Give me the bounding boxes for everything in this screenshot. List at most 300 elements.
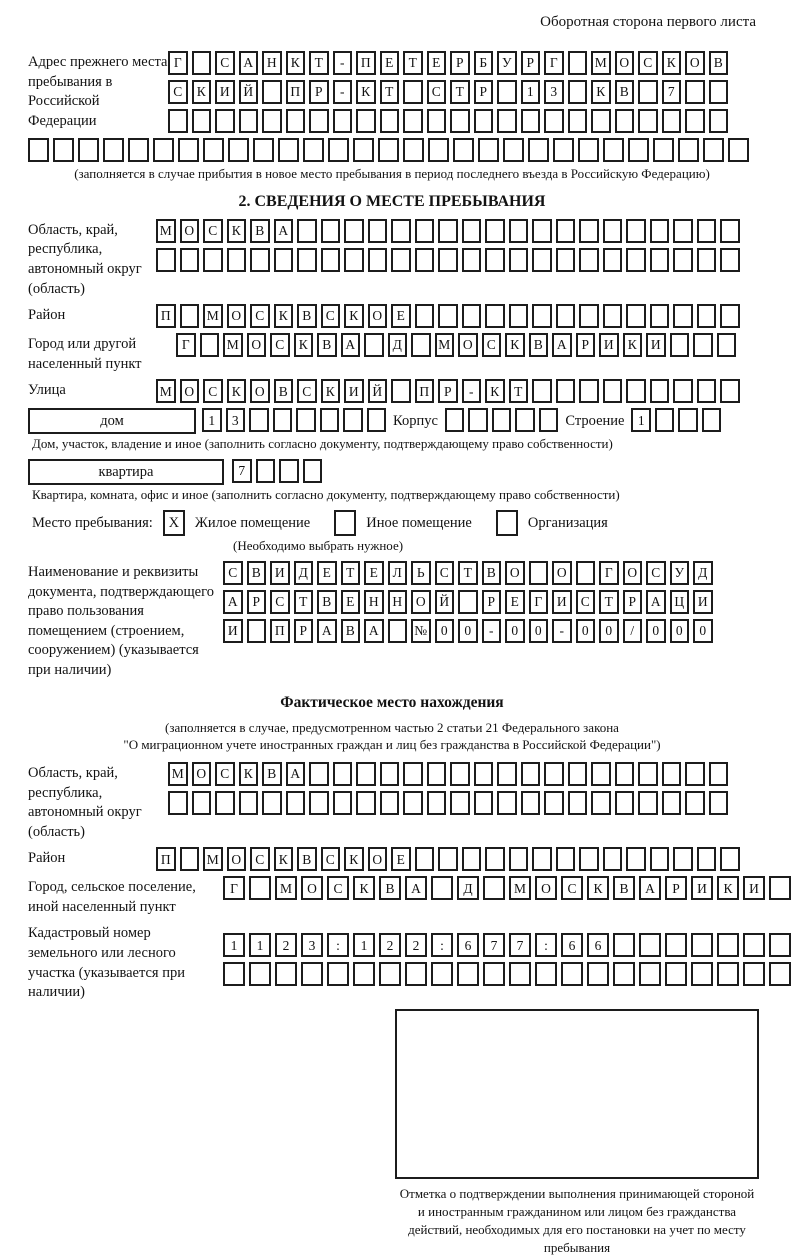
char-box: Р bbox=[623, 590, 643, 614]
char-box: М bbox=[435, 333, 455, 357]
char-box bbox=[579, 304, 599, 328]
apartment-block bbox=[28, 459, 756, 485]
char-box: 2 bbox=[275, 933, 297, 957]
char-box: 6 bbox=[457, 933, 479, 957]
char-box bbox=[333, 762, 353, 786]
char-box: И bbox=[215, 80, 235, 104]
char-box bbox=[180, 248, 200, 272]
char-box bbox=[353, 138, 374, 162]
apartment-box-label: квартира bbox=[28, 459, 224, 485]
char-box: А bbox=[239, 51, 259, 75]
char-box: А bbox=[646, 590, 666, 614]
char-box: М bbox=[156, 379, 176, 403]
cadastral-block bbox=[28, 922, 756, 1002]
char-box: Р bbox=[521, 51, 541, 75]
char-box bbox=[309, 109, 329, 133]
char-box bbox=[662, 109, 682, 133]
char-box bbox=[483, 962, 505, 986]
char-box bbox=[521, 762, 541, 786]
actual-location-title: Фактическое место нахождения bbox=[280, 694, 504, 712]
char-box: П bbox=[156, 847, 176, 871]
char-box: 7 bbox=[483, 933, 505, 957]
char-box: Т bbox=[403, 51, 423, 75]
char-box bbox=[603, 248, 623, 272]
char-box bbox=[685, 109, 705, 133]
char-box bbox=[709, 762, 729, 786]
char-box bbox=[431, 876, 453, 900]
char-box bbox=[702, 408, 722, 432]
char-box bbox=[576, 561, 596, 585]
char-box bbox=[485, 219, 505, 243]
char-box: Р bbox=[665, 876, 687, 900]
char-box: 3 bbox=[544, 80, 564, 104]
char-box: С bbox=[561, 876, 583, 900]
char-box: К bbox=[321, 379, 341, 403]
char-box: С bbox=[482, 333, 502, 357]
char-box: Р bbox=[474, 80, 494, 104]
char-box bbox=[556, 847, 576, 871]
char-box: К bbox=[356, 80, 376, 104]
char-box: 0 bbox=[599, 619, 619, 643]
char-box bbox=[278, 138, 299, 162]
char-box-row bbox=[223, 590, 713, 614]
char-box: 7 bbox=[232, 459, 252, 483]
char-box bbox=[309, 762, 329, 786]
region-rows bbox=[156, 219, 740, 272]
char-box bbox=[333, 109, 353, 133]
char-box: Т bbox=[458, 561, 478, 585]
char-box bbox=[613, 962, 635, 986]
char-box-row bbox=[223, 561, 713, 585]
char-box bbox=[556, 379, 576, 403]
char-box bbox=[497, 762, 517, 786]
char-box: - bbox=[333, 80, 353, 104]
char-box bbox=[532, 248, 552, 272]
char-box: С bbox=[297, 379, 317, 403]
char-box bbox=[697, 248, 717, 272]
char-box: П bbox=[156, 304, 176, 328]
char-box: Б bbox=[474, 51, 494, 75]
char-box: 3 bbox=[301, 933, 323, 957]
char-box bbox=[603, 379, 623, 403]
char-box bbox=[685, 762, 705, 786]
char-box: П bbox=[356, 51, 376, 75]
char-box: В bbox=[262, 762, 282, 786]
char-box bbox=[462, 304, 482, 328]
char-box: 0 bbox=[505, 619, 525, 643]
char-box: С bbox=[250, 304, 270, 328]
stay-type-option-residential: Жилое помещение bbox=[194, 514, 311, 531]
char-box: О bbox=[250, 379, 270, 403]
char-box bbox=[378, 138, 399, 162]
section2-title: 2. СВЕДЕНИЯ О МЕСТЕ ПРЕБЫВАНИЯ bbox=[238, 192, 546, 210]
char-box: В bbox=[317, 333, 337, 357]
region-block bbox=[28, 219, 756, 299]
char-box: Л bbox=[388, 561, 408, 585]
char-box: Г bbox=[544, 51, 564, 75]
char-box bbox=[568, 51, 588, 75]
actual-district-block bbox=[28, 847, 756, 871]
char-box bbox=[474, 762, 494, 786]
char-box: 6 bbox=[561, 933, 583, 957]
char-box bbox=[717, 962, 739, 986]
char-box: В bbox=[615, 80, 635, 104]
char-box: Т bbox=[309, 51, 329, 75]
char-box: Т bbox=[294, 590, 314, 614]
char-box: К bbox=[485, 379, 505, 403]
char-box bbox=[333, 791, 353, 815]
char-box bbox=[353, 962, 375, 986]
char-box: Д bbox=[388, 333, 408, 357]
char-box bbox=[438, 304, 458, 328]
char-box: 3 bbox=[226, 408, 246, 432]
char-box bbox=[673, 304, 693, 328]
char-box bbox=[457, 962, 479, 986]
char-box bbox=[509, 962, 531, 986]
char-box bbox=[468, 408, 488, 432]
house-box-label: дом bbox=[28, 408, 196, 434]
char-box-row bbox=[168, 51, 728, 75]
char-box: Р bbox=[450, 51, 470, 75]
char-box: В bbox=[709, 51, 729, 75]
char-box: О bbox=[301, 876, 323, 900]
char-box: 1 bbox=[521, 80, 541, 104]
char-box bbox=[553, 138, 574, 162]
char-box bbox=[453, 138, 474, 162]
char-box bbox=[368, 219, 388, 243]
char-box: А bbox=[405, 876, 427, 900]
char-box bbox=[249, 408, 269, 432]
char-box: О bbox=[505, 561, 525, 585]
char-box bbox=[769, 876, 791, 900]
char-box: Т bbox=[509, 379, 529, 403]
char-box bbox=[673, 379, 693, 403]
char-box: С bbox=[250, 847, 270, 871]
char-box: Й bbox=[368, 379, 388, 403]
char-box: П bbox=[415, 379, 435, 403]
char-box bbox=[673, 219, 693, 243]
char-box bbox=[303, 459, 323, 483]
char-box: П bbox=[286, 80, 306, 104]
char-box: К bbox=[192, 80, 212, 104]
char-box bbox=[485, 248, 505, 272]
prev-address-rows bbox=[168, 51, 728, 133]
char-box bbox=[309, 791, 329, 815]
char-box: К bbox=[717, 876, 739, 900]
char-box bbox=[603, 847, 623, 871]
char-box: Д bbox=[693, 561, 713, 585]
char-box bbox=[743, 962, 765, 986]
char-box: Ь bbox=[411, 561, 431, 585]
char-box: В bbox=[250, 219, 270, 243]
char-box: В bbox=[297, 304, 317, 328]
char-box bbox=[103, 138, 124, 162]
char-box bbox=[678, 408, 698, 432]
char-box bbox=[697, 379, 717, 403]
actual-city-label: Город, сельское поселение, иной населенный пункт bbox=[28, 879, 196, 915]
char-box bbox=[364, 333, 384, 357]
char-box: - bbox=[482, 619, 502, 643]
char-box-row bbox=[156, 333, 736, 357]
char-box bbox=[678, 138, 699, 162]
char-box bbox=[665, 962, 687, 986]
char-box bbox=[591, 109, 611, 133]
char-box bbox=[249, 876, 271, 900]
char-box bbox=[515, 408, 535, 432]
city-label: Город или другой населенный пункт bbox=[28, 336, 142, 372]
char-box bbox=[344, 248, 364, 272]
char-box bbox=[391, 379, 411, 403]
char-box bbox=[521, 109, 541, 133]
char-box: 2 bbox=[379, 933, 401, 957]
char-box: В bbox=[341, 619, 361, 643]
char-box bbox=[178, 138, 199, 162]
district-label: Район bbox=[28, 307, 66, 324]
char-box bbox=[415, 219, 435, 243]
char-box bbox=[561, 962, 583, 986]
char-box bbox=[380, 762, 400, 786]
char-box bbox=[228, 138, 249, 162]
char-box bbox=[697, 219, 717, 243]
char-box: 1 bbox=[223, 933, 245, 957]
char-box bbox=[239, 109, 259, 133]
char-box: 0 bbox=[458, 619, 478, 643]
char-box bbox=[693, 333, 713, 357]
char-box: С bbox=[168, 80, 188, 104]
char-box: С bbox=[215, 762, 235, 786]
char-box bbox=[411, 333, 431, 357]
apartment-note: Квартира, комната, офис и иное (заполнить согласно документу, подтверждающему право собственности) bbox=[32, 487, 620, 503]
char-box bbox=[483, 876, 505, 900]
char-box bbox=[296, 408, 316, 432]
stamp-area bbox=[395, 1009, 759, 1257]
char-box: О bbox=[247, 333, 267, 357]
stroenie-row bbox=[631, 408, 721, 432]
char-box bbox=[568, 762, 588, 786]
char-box bbox=[497, 109, 517, 133]
char-box bbox=[769, 933, 791, 957]
char-box bbox=[438, 219, 458, 243]
char-box: С bbox=[435, 561, 455, 585]
char-box bbox=[28, 138, 49, 162]
char-box: Е bbox=[380, 51, 400, 75]
char-box bbox=[274, 248, 294, 272]
char-box bbox=[529, 561, 549, 585]
char-box bbox=[303, 138, 324, 162]
char-box-row bbox=[156, 304, 740, 328]
stroenie-label: Строение bbox=[565, 413, 625, 430]
apartment-number-row bbox=[232, 459, 322, 483]
char-box bbox=[650, 219, 670, 243]
cadastral-label: Кадастровый номер земельного или лесного участка (указывается при наличии) bbox=[28, 925, 185, 1001]
char-box bbox=[587, 962, 609, 986]
stamp-note: Отметка о подтверждении выполнения принимающей стороной и иностранным гражданином или лицом без гражданства действий, необходимых для его постановки на учет по месту пребывания bbox=[399, 1185, 755, 1256]
char-box bbox=[626, 219, 646, 243]
char-box: Г bbox=[529, 590, 549, 614]
house-note: Дом, участок, владение и иное (заполнить согласно документу, подтверждающему право собственности) bbox=[32, 436, 613, 452]
char-box: О bbox=[685, 51, 705, 75]
char-box bbox=[717, 333, 737, 357]
char-box: А bbox=[274, 219, 294, 243]
char-box bbox=[662, 791, 682, 815]
char-box bbox=[301, 962, 323, 986]
char-box-row bbox=[156, 379, 740, 403]
char-box bbox=[380, 791, 400, 815]
char-box bbox=[192, 791, 212, 815]
char-box bbox=[532, 304, 552, 328]
char-box bbox=[428, 138, 449, 162]
char-box bbox=[180, 304, 200, 328]
char-box bbox=[720, 847, 740, 871]
char-box-row bbox=[223, 619, 713, 643]
char-box: А bbox=[552, 333, 572, 357]
korpus-row bbox=[445, 408, 559, 432]
char-box: К bbox=[274, 847, 294, 871]
char-box bbox=[367, 408, 387, 432]
char-box bbox=[462, 847, 482, 871]
char-box bbox=[168, 109, 188, 133]
char-box bbox=[615, 762, 635, 786]
char-box bbox=[279, 459, 299, 483]
char-box bbox=[579, 847, 599, 871]
char-box bbox=[474, 109, 494, 133]
char-box: Р bbox=[309, 80, 329, 104]
char-box bbox=[327, 962, 349, 986]
char-box: Т bbox=[341, 561, 361, 585]
char-box bbox=[247, 619, 267, 643]
char-box: М bbox=[509, 876, 531, 900]
char-box bbox=[438, 847, 458, 871]
char-box bbox=[509, 847, 529, 871]
city-block bbox=[28, 333, 756, 374]
char-box: 7 bbox=[509, 933, 531, 957]
char-box: С bbox=[646, 561, 666, 585]
char-box: К bbox=[227, 379, 247, 403]
char-box: К bbox=[344, 847, 364, 871]
char-box bbox=[450, 762, 470, 786]
char-box: К bbox=[274, 304, 294, 328]
char-box bbox=[720, 248, 740, 272]
char-box bbox=[356, 791, 376, 815]
char-box bbox=[286, 791, 306, 815]
char-box bbox=[509, 304, 529, 328]
char-box: О bbox=[535, 876, 557, 900]
char-box bbox=[626, 379, 646, 403]
char-box-row bbox=[223, 876, 791, 900]
char-box bbox=[615, 109, 635, 133]
stay-type-label: Место пребывания: bbox=[32, 514, 153, 531]
char-box: К bbox=[587, 876, 609, 900]
char-box bbox=[544, 791, 564, 815]
char-box: О bbox=[180, 219, 200, 243]
char-box bbox=[697, 304, 717, 328]
char-box: К bbox=[591, 80, 611, 104]
char-box bbox=[474, 791, 494, 815]
prev-address-overflow-row bbox=[28, 138, 756, 162]
char-box bbox=[438, 248, 458, 272]
char-box bbox=[462, 219, 482, 243]
char-box: В bbox=[482, 561, 502, 585]
char-box bbox=[578, 138, 599, 162]
char-box: Р bbox=[294, 619, 314, 643]
char-box-row bbox=[168, 791, 728, 815]
char-box bbox=[180, 847, 200, 871]
char-box: Р bbox=[576, 333, 596, 357]
char-box: : bbox=[327, 933, 349, 957]
char-box bbox=[427, 109, 447, 133]
char-box bbox=[462, 248, 482, 272]
char-box: 0 bbox=[670, 619, 690, 643]
street-label: Улица bbox=[28, 382, 66, 399]
char-box bbox=[703, 138, 724, 162]
char-box bbox=[192, 109, 212, 133]
char-box: Н bbox=[388, 590, 408, 614]
char-box: У bbox=[497, 51, 517, 75]
char-box: А bbox=[317, 619, 337, 643]
char-box bbox=[626, 304, 646, 328]
char-box bbox=[603, 138, 624, 162]
char-box bbox=[720, 219, 740, 243]
char-box: К bbox=[505, 333, 525, 357]
char-box bbox=[568, 791, 588, 815]
char-box bbox=[613, 933, 635, 957]
char-box: Й bbox=[239, 80, 259, 104]
char-box bbox=[405, 962, 427, 986]
char-box bbox=[431, 962, 453, 986]
char-box bbox=[556, 304, 576, 328]
char-box bbox=[297, 219, 317, 243]
char-box bbox=[728, 138, 749, 162]
char-box: Р bbox=[482, 590, 502, 614]
char-box bbox=[603, 304, 623, 328]
char-box bbox=[509, 248, 529, 272]
char-box bbox=[415, 304, 435, 328]
char-box: О bbox=[368, 847, 388, 871]
char-box: М bbox=[168, 762, 188, 786]
char-box bbox=[638, 109, 658, 133]
char-box bbox=[168, 791, 188, 815]
char-box bbox=[697, 847, 717, 871]
char-box: К bbox=[623, 333, 643, 357]
char-box: - bbox=[462, 379, 482, 403]
prev-address-label: Адрес прежнего места пребывания в Российской Федерации bbox=[28, 54, 168, 129]
char-box bbox=[639, 962, 661, 986]
char-box bbox=[650, 379, 670, 403]
actual-location-note-1: (заполняется в случае, предусмотренном частью 2 статьи 21 Федерального закона bbox=[165, 720, 619, 736]
char-box: И bbox=[691, 876, 713, 900]
char-box: С bbox=[223, 561, 243, 585]
char-box: М bbox=[156, 219, 176, 243]
char-box bbox=[544, 109, 564, 133]
char-box: А bbox=[364, 619, 384, 643]
char-box: Д bbox=[294, 561, 314, 585]
prev-address-block bbox=[28, 51, 756, 133]
char-box bbox=[215, 109, 235, 133]
char-box: И bbox=[223, 619, 243, 643]
char-box: И bbox=[270, 561, 290, 585]
actual-location-note-2: "О миграционном учете иностранных граждан и лиц без гражданства в Российской Федерации") bbox=[123, 737, 661, 753]
char-box: 2 bbox=[405, 933, 427, 957]
char-box bbox=[673, 248, 693, 272]
char-box: М bbox=[275, 876, 297, 900]
char-box bbox=[273, 408, 293, 432]
char-box bbox=[615, 791, 635, 815]
char-box: О bbox=[623, 561, 643, 585]
char-box bbox=[539, 408, 559, 432]
char-box: В bbox=[297, 847, 317, 871]
char-box bbox=[685, 791, 705, 815]
char-box bbox=[356, 109, 376, 133]
